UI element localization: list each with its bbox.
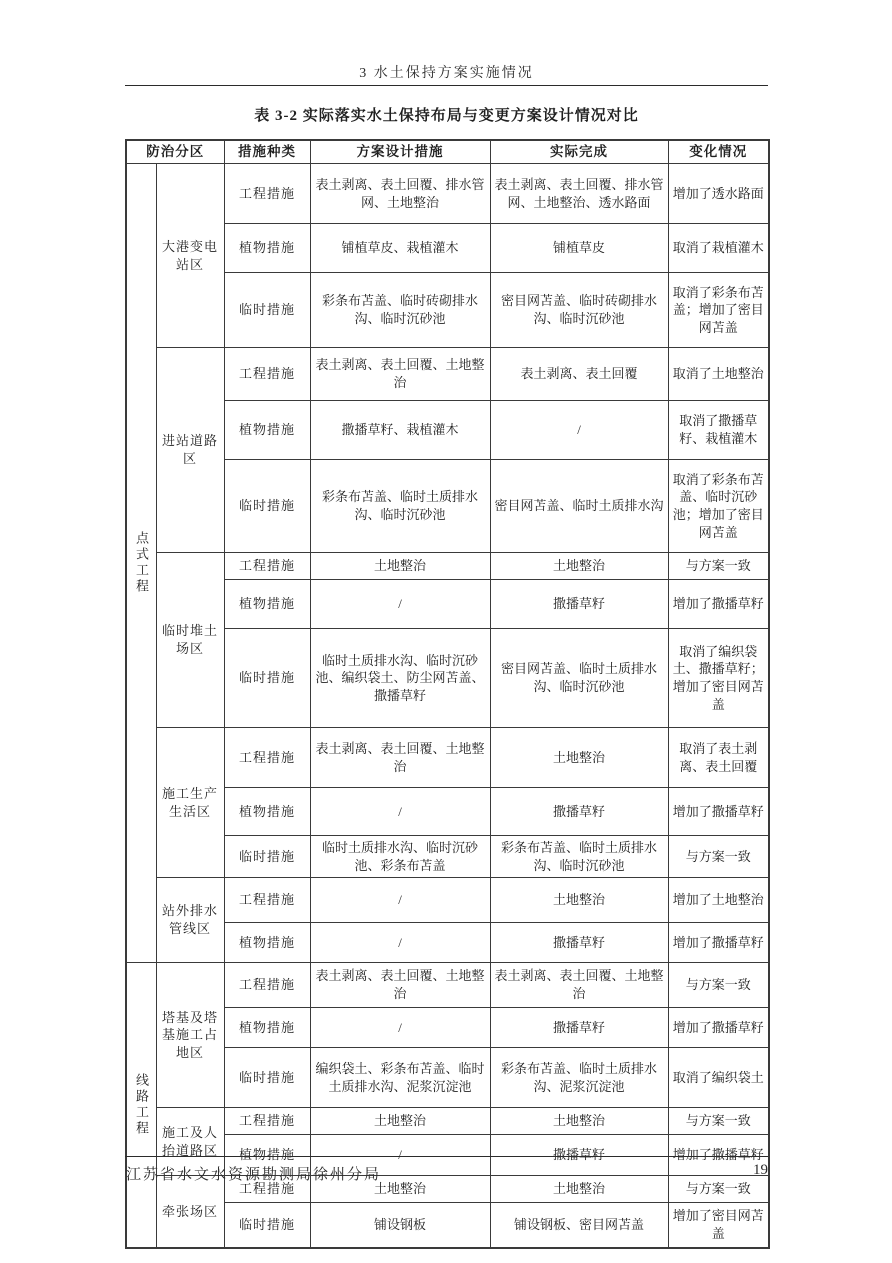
table-row	[126, 553, 769, 580]
header-zone-group: 防治分区	[126, 140, 224, 164]
measure-type-cell: 工程措施	[224, 878, 310, 923]
actual-cell: 土地整治	[490, 553, 668, 580]
zone-cell: 施工生产生活区	[156, 728, 224, 878]
zone-cell: 塔基及塔基施工占地区	[156, 963, 224, 1108]
design-cell: 铺植草皮、栽植灌木	[310, 224, 490, 273]
design-cell: 编织袋土、彩条布苫盖、临时土质排水沟、泥浆沉淀池	[310, 1048, 490, 1108]
actual-cell: 密目网苫盖、临时砖砌排水沟、临时沉砂池	[490, 273, 668, 348]
measure-type-cell: 工程措施	[224, 553, 310, 580]
change-cell: 增加了撒播草籽	[668, 1135, 769, 1176]
actual-cell: 土地整治	[490, 1108, 668, 1135]
change-cell: 取消了彩条布苫盖；增加了密目网苫盖	[668, 273, 769, 348]
change-cell: 与方案一致	[668, 963, 769, 1008]
measure-type-cell: 临时措施	[224, 836, 310, 878]
change-cell: 与方案一致	[668, 1108, 769, 1135]
header-measure-type: 措施种类	[224, 140, 310, 164]
change-cell: 增加了密目网苫盖	[668, 1203, 769, 1249]
design-cell: 表土剥离、表土回覆、排水管网、土地整治	[310, 164, 490, 224]
design-cell: 临时土质排水沟、临时沉砂池、编织袋土、防尘网苫盖、撒播草籽	[310, 629, 490, 728]
measure-type-cell: 工程措施	[224, 963, 310, 1008]
measure-type-cell: 植物措施	[224, 1135, 310, 1176]
design-cell: 土地整治	[310, 1108, 490, 1135]
page-number: 19	[753, 1162, 768, 1178]
change-cell: 取消了彩条布苫盖、临时沉砂池；增加了密目网苫盖	[668, 460, 769, 553]
measure-type-cell: 临时措施	[224, 460, 310, 553]
change-cell: 取消了撒播草籽、栽植灌木	[668, 401, 769, 460]
change-cell: 增加了撒播草籽	[668, 580, 769, 629]
change-cell: 与方案一致	[668, 1176, 769, 1203]
footer-divider	[125, 1156, 768, 1157]
measure-type-cell: 工程措施	[224, 1108, 310, 1135]
actual-cell: 撒播草籽	[490, 580, 668, 629]
design-cell: 彩条布苫盖、临时砖砌排水沟、临时沉砂池	[310, 273, 490, 348]
actual-cell: 土地整治	[490, 728, 668, 788]
actual-cell: 撒播草籽	[490, 923, 668, 963]
table-header-row	[126, 140, 769, 164]
design-cell: /	[310, 1008, 490, 1048]
header-design: 方案设计措施	[310, 140, 490, 164]
design-cell: /	[310, 1135, 490, 1176]
section-label-cell: 点式工程	[126, 164, 156, 963]
table-row	[126, 348, 769, 401]
design-cell: /	[310, 923, 490, 963]
design-cell: 表土剥离、表土回覆、土地整治	[310, 728, 490, 788]
measure-type-cell: 临时措施	[224, 273, 310, 348]
measure-type-cell: 工程措施	[224, 1176, 310, 1203]
table-body	[126, 164, 769, 1249]
change-cell: 取消了编织袋土	[668, 1048, 769, 1108]
comparison-table-wrap	[125, 139, 768, 1249]
measure-type-cell: 工程措施	[224, 728, 310, 788]
table-row	[126, 728, 769, 788]
zone-cell: 牵张场区	[156, 1176, 224, 1249]
actual-cell: 彩条布苫盖、临时土质排水沟、临时沉砂池	[490, 836, 668, 878]
measure-type-cell: 植物措施	[224, 580, 310, 629]
change-cell: 取消了栽植灌木	[668, 224, 769, 273]
table-title: 表 3-2 实际落实水土保持布局与变更方案设计情况对比	[254, 108, 639, 124]
design-cell: /	[310, 788, 490, 836]
change-cell: 增加了透水路面	[668, 164, 769, 224]
actual-cell: 铺设钢板、密目网苫盖	[490, 1203, 668, 1249]
header-change: 变化情况	[668, 140, 769, 164]
design-cell: 土地整治	[310, 1176, 490, 1203]
change-cell: 增加了土地整治	[668, 878, 769, 923]
actual-cell: /	[490, 401, 668, 460]
zone-cell: 施工及人抬道路区	[156, 1108, 224, 1176]
zone-cell: 临时堆土场区	[156, 553, 224, 728]
actual-cell: 撒播草籽	[490, 788, 668, 836]
table-row	[126, 1108, 769, 1135]
design-cell: 铺设钢板	[310, 1203, 490, 1249]
actual-cell: 表土剥离、表土回覆、排水管网、土地整治、透水路面	[490, 164, 668, 224]
actual-cell: 密目网苫盖、临时土质排水沟	[490, 460, 668, 553]
measure-type-cell: 临时措施	[224, 1203, 310, 1249]
change-cell: 与方案一致	[668, 836, 769, 878]
design-cell: 表土剥离、表土回覆、土地整治	[310, 963, 490, 1008]
change-cell: 增加了撒播草籽	[668, 788, 769, 836]
actual-cell: 土地整治	[490, 878, 668, 923]
actual-cell: 表土剥离、表土回覆、土地整治	[490, 963, 668, 1008]
table-row	[126, 164, 769, 224]
change-cell: 增加了撒播草籽	[668, 1008, 769, 1048]
measure-type-cell: 植物措施	[224, 1008, 310, 1048]
zone-cell: 进站道路区	[156, 348, 224, 553]
zone-cell: 大港变电站区	[156, 164, 224, 348]
design-cell: 土地整治	[310, 553, 490, 580]
design-cell: 彩条布苫盖、临时土质排水沟、临时沉砂池	[310, 460, 490, 553]
change-cell: 取消了土地整治	[668, 348, 769, 401]
actual-cell: 土地整治	[490, 1176, 668, 1203]
zone-cell: 站外排水管线区	[156, 878, 224, 963]
footer-organization: 江苏省水文水资源勘测局徐州分局	[126, 1167, 382, 1183]
change-cell: 取消了编织袋土、撒播草籽；增加了密目网苫盖	[668, 629, 769, 728]
header-actual: 实际完成	[490, 140, 668, 164]
measure-type-cell: 植物措施	[224, 401, 310, 460]
actual-cell: 表土剥离、表土回覆	[490, 348, 668, 401]
measure-type-cell: 植物措施	[224, 923, 310, 963]
actual-cell: 撒播草籽	[490, 1008, 668, 1048]
measure-type-cell: 工程措施	[224, 164, 310, 224]
actual-cell: 撒播草籽	[490, 1135, 668, 1176]
measure-type-cell: 临时措施	[224, 1048, 310, 1108]
table-row	[126, 878, 769, 923]
design-cell: 撒播草籽、栽植灌木	[310, 401, 490, 460]
measure-type-cell: 植物措施	[224, 224, 310, 273]
design-cell: /	[310, 878, 490, 923]
measure-type-cell: 植物措施	[224, 788, 310, 836]
section-label-cell: 线路工程	[126, 963, 156, 1249]
comparison-table	[125, 139, 770, 1249]
change-cell: 取消了表土剥离、表土回覆	[668, 728, 769, 788]
measure-type-cell: 临时措施	[224, 629, 310, 728]
actual-cell: 铺植草皮	[490, 224, 668, 273]
actual-cell: 密目网苫盖、临时土质排水沟、临时沉砂池	[490, 629, 668, 728]
table-row	[126, 963, 769, 1008]
header-divider	[125, 85, 768, 86]
actual-cell: 彩条布苫盖、临时土质排水沟、泥浆沉淀池	[490, 1048, 668, 1108]
change-cell: 与方案一致	[668, 553, 769, 580]
design-cell: 表土剥离、表土回覆、土地整治	[310, 348, 490, 401]
chapter-header: 3 水土保持方案实施情况	[359, 66, 534, 81]
design-cell: /	[310, 580, 490, 629]
change-cell: 增加了撒播草籽	[668, 923, 769, 963]
measure-type-cell: 工程措施	[224, 348, 310, 401]
design-cell: 临时土质排水沟、临时沉砂池、彩条布苫盖	[310, 836, 490, 878]
